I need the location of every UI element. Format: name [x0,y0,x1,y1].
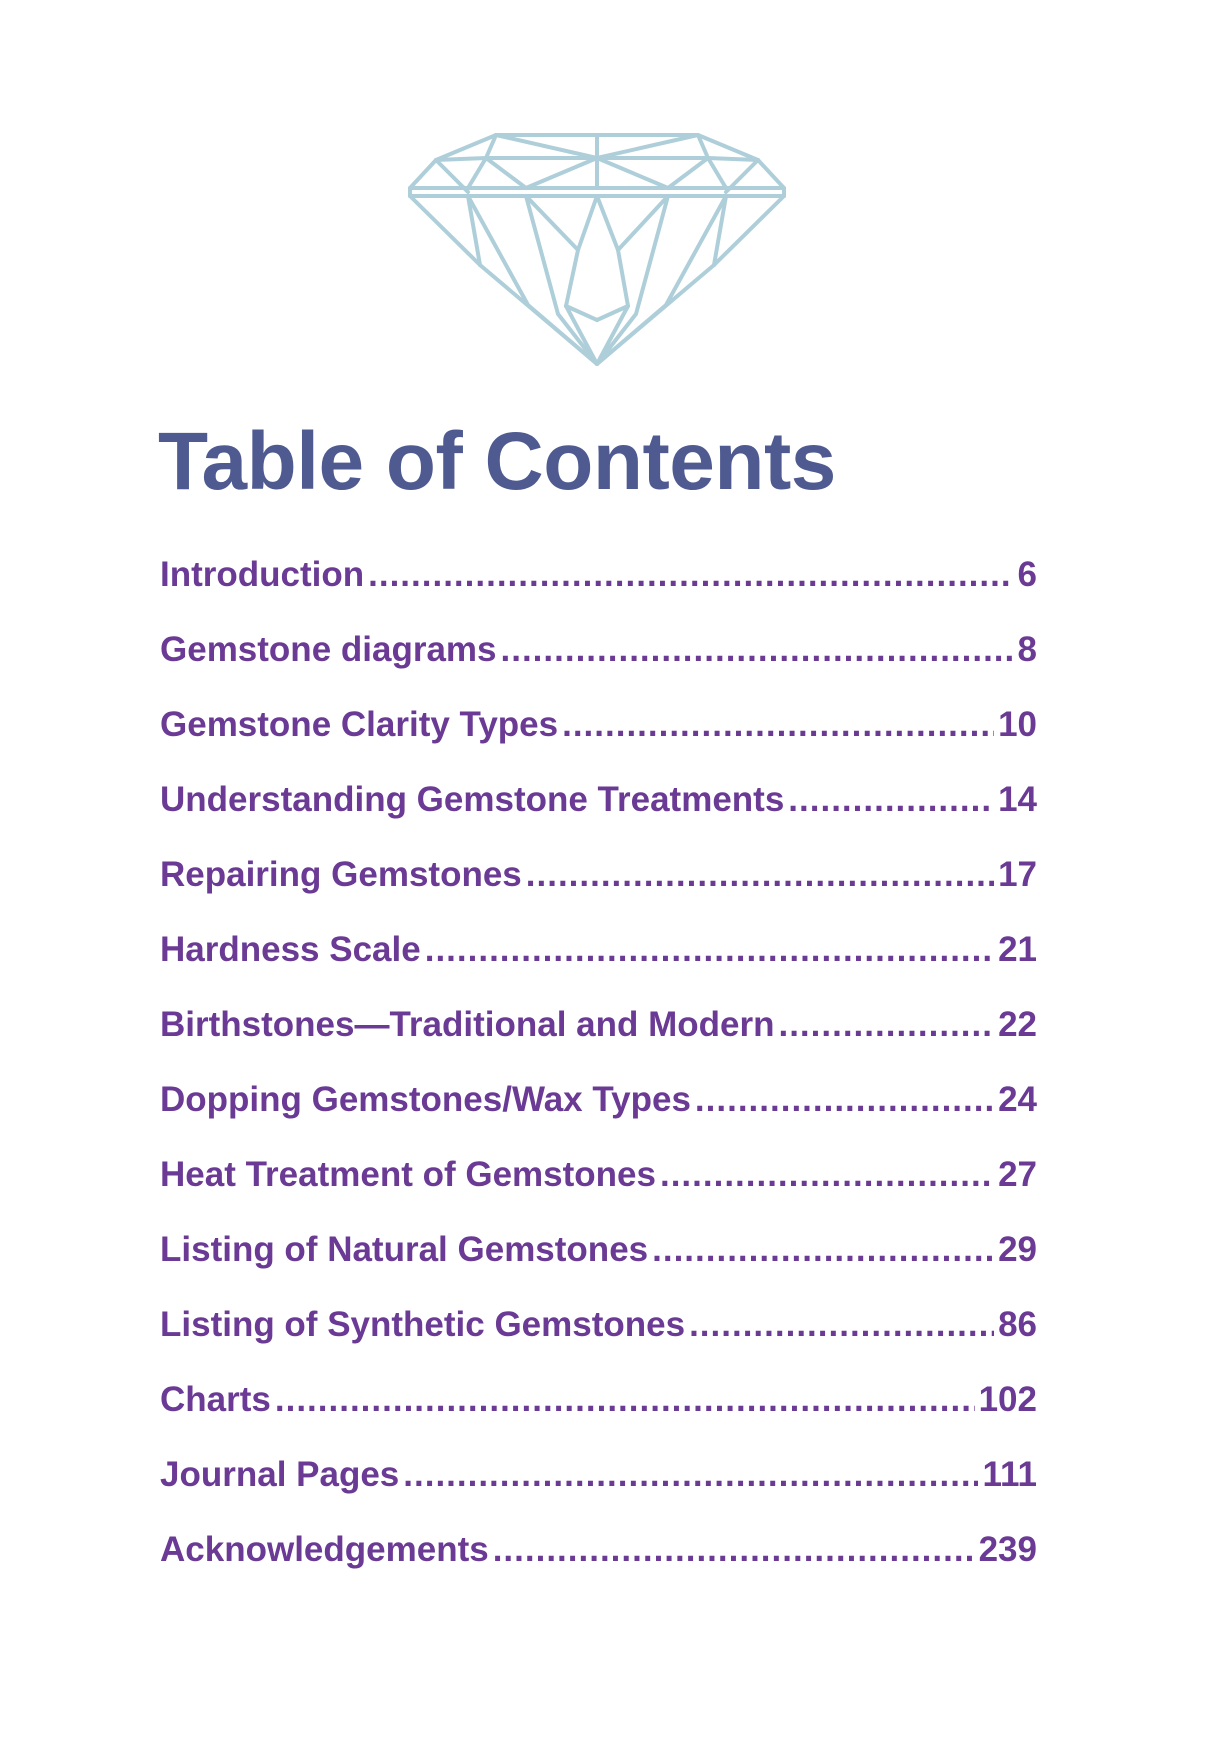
toc-entry[interactable] [160,1070,1037,1145]
toc-dot-leader [660,1145,994,1205]
toc-entry[interactable] [160,995,1037,1070]
toc-dot-leader [652,1220,994,1280]
toc-entry[interactable] [160,770,1037,845]
toc-entry-page-number: 102 [978,1380,1037,1419]
toc-entry-page-number: 17 [998,855,1037,894]
toc-entry-page-number: 6 [1017,555,1037,594]
toc-entry-label: Dopping Gemstones/Wax Types [160,1080,691,1119]
toc-entry-page-number: 21 [998,930,1037,969]
diamond-icon [408,130,786,366]
toc-entry-label: Repairing Gemstones [160,855,522,894]
diamond-outline [408,130,786,366]
toc-entry-label: Listing of Synthetic Gemstones [160,1305,686,1344]
toc-entry-page-number: 111 [982,1455,1037,1494]
toc-dot-leader [493,1520,975,1580]
toc-entry[interactable] [160,1370,1037,1445]
toc-entry-page-number: 8 [1017,630,1037,669]
toc-entry-page-number: 239 [978,1530,1037,1569]
toc-entry[interactable] [160,1295,1037,1370]
toc-dot-leader [778,995,994,1055]
toc-entry[interactable] [160,845,1037,920]
toc-entry[interactable] [160,620,1037,695]
toc-entry-page-number: 14 [998,780,1037,819]
toc-dot-leader [275,1370,975,1430]
toc-entry-page-number: 10 [998,705,1037,744]
toc-entry-label: Birthstones—Traditional and Modern [160,1005,775,1044]
toc-entry-label: Hardness Scale [160,930,421,969]
toc-entry-page-number: 22 [998,1005,1037,1044]
toc-entry[interactable] [160,1145,1037,1220]
page-title: Table of Contents [158,416,836,507]
table-of-contents [160,545,1037,1595]
toc-dot-leader [695,1070,994,1130]
toc-entry-label: Journal Pages [160,1455,400,1494]
toc-dot-leader [689,1295,994,1355]
toc-entry-label: Charts [160,1380,271,1419]
toc-dot-leader [526,845,994,905]
toc-dot-leader [425,920,994,980]
toc-entry[interactable] [160,920,1037,995]
toc-dot-leader [501,620,1014,680]
toc-entry-page-number: 29 [998,1230,1037,1269]
toc-dot-leader [562,695,994,755]
toc-entry-label: Heat Treatment of Gemstones [160,1155,656,1194]
toc-entry-page-number: 86 [998,1305,1037,1344]
toc-dot-leader [788,770,994,830]
toc-dot-leader [368,545,1013,605]
toc-dot-leader [403,1445,978,1505]
toc-entry-label: Gemstone diagrams [160,630,497,669]
toc-entry-label: Gemstone Clarity Types [160,705,559,744]
toc-entry-label: Introduction [160,555,365,594]
toc-entry[interactable] [160,1520,1037,1595]
toc-entry[interactable] [160,545,1037,620]
toc-entry-page-number: 24 [998,1080,1037,1119]
toc-entry-label: Understanding Gemstone Treatments [160,780,785,819]
toc-entry-label: Listing of Natural Gemstones [160,1230,649,1269]
toc-entry-label: Acknowledgements [160,1530,489,1569]
toc-entry-page-number: 27 [998,1155,1037,1194]
toc-entry[interactable] [160,695,1037,770]
toc-entry[interactable] [160,1220,1037,1295]
toc-entry[interactable] [160,1445,1037,1520]
